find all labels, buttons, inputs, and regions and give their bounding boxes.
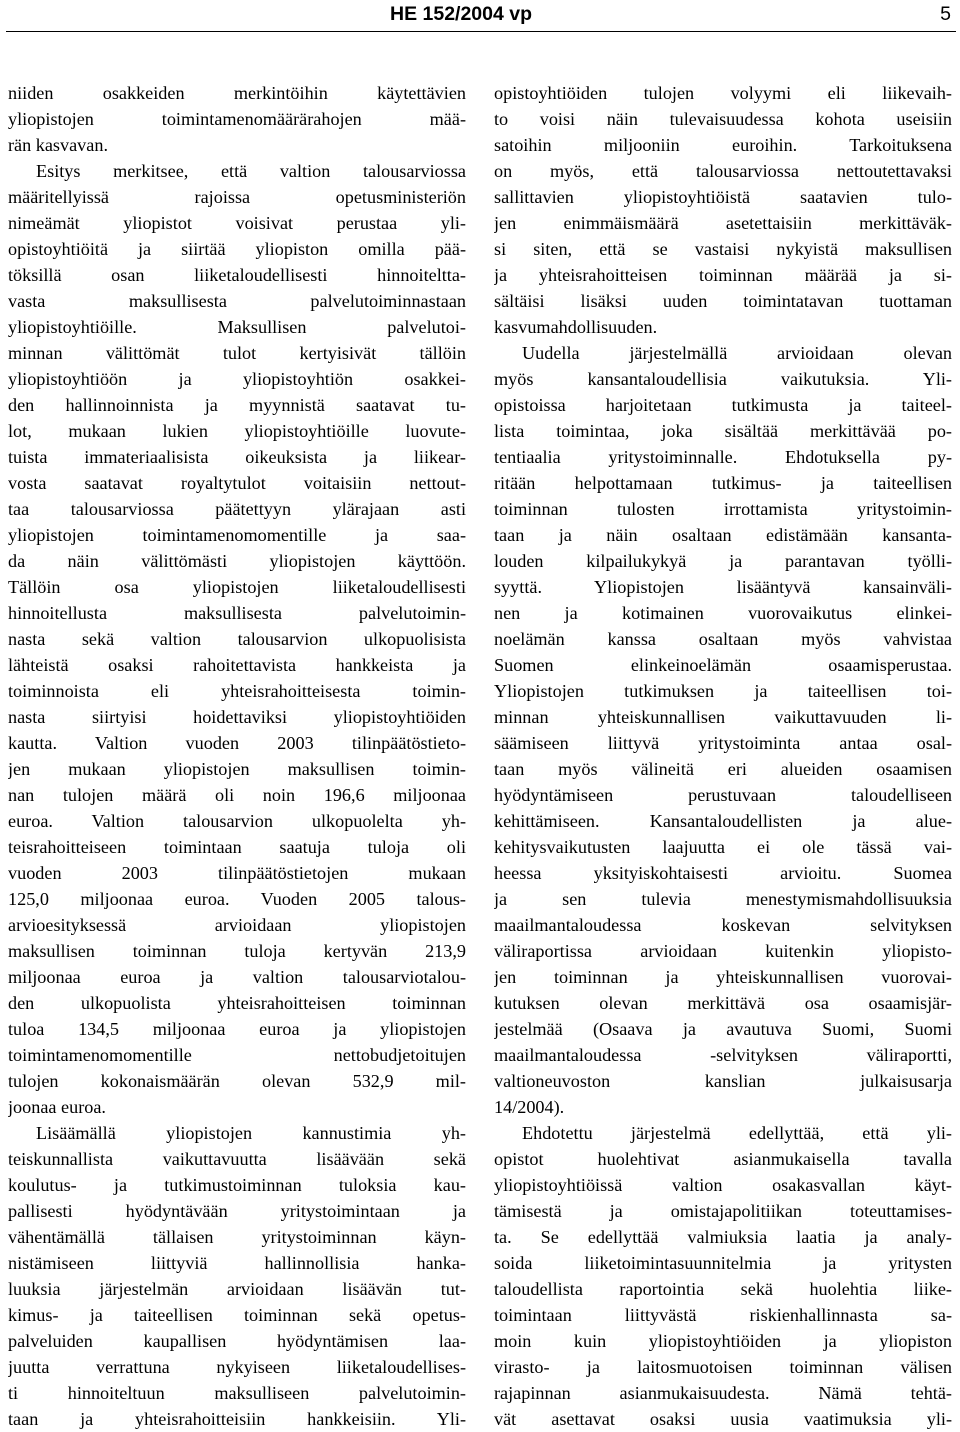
text-line: niiden osakkeiden merkintöihin käytettävien	[8, 83, 466, 103]
text-line: minnan yhteiskunnallisen vaikuttavuuden li-	[494, 707, 952, 727]
text-line: jen mukaan yliopistojen maksullisen toimin-	[8, 759, 466, 779]
right-column	[494, 80, 952, 1432]
text-line: miljoonaa euroa ja valtion talousarviotalou-	[8, 967, 466, 987]
text-line: myös kansantaloudellisia vaikutuksia. Yli-	[494, 369, 952, 389]
text-line: opistoissa harjoitetaan tutkimusta ja taiteel-	[494, 395, 952, 415]
text-line: nan tulojen määrä oli noin 196,6 miljoonaa	[8, 785, 466, 805]
text-line: vähentämällä tällaisen yritystoiminnan käyn-	[8, 1227, 466, 1247]
text-line: taan myös välineitä eri alueiden osaamisen	[494, 759, 952, 779]
text-line: jestelmää (Osaava ja avautuva Suomi, Suomi	[494, 1019, 952, 1039]
text-line: 125,0 miljoonaa euroa. Vuoden 2005 talous-	[8, 889, 466, 909]
text-line: ritään helpottamaan tutkimus- ja taiteellisen	[494, 473, 952, 493]
left-column	[8, 80, 466, 1432]
text-line: hyödyntämiseen perustuvaan taloudelliseen	[494, 785, 952, 805]
text-line: soida liiketoimintasuunnitelmia ja yritysten	[494, 1253, 952, 1273]
text-line: väliraportissa arvioidaan kuitenkin yliopisto-	[494, 941, 952, 961]
text-line: ja sen tulevia menestymismahdollisuuksia	[494, 889, 952, 909]
text-line: virasto- ja laitosmuotoisen toiminnan välisen	[494, 1357, 952, 1377]
text-line: arvioesityksessä arvioidaan yliopistojen	[8, 915, 466, 935]
text-line: louden kilpailukykyä ja parantavan työlli-	[494, 551, 952, 571]
text-line: nasta siirtyisi hoidettaviksi yliopistoyhtiöiden	[8, 707, 466, 727]
text-line: vasta maksullisesta palvelutoiminnastaan	[8, 291, 466, 311]
text-line: teisrahoitteiseen toimintaan saatuja tuloja oli	[8, 837, 466, 857]
text-line: toiminnoista eli yhteisrahoitteisesta toimin-	[8, 681, 466, 701]
text-line: Uudella järjestelmällä arvioidaan olevan	[522, 343, 952, 363]
text-line: yliopistojen toimintamenomäärärahojen mää-	[8, 109, 466, 129]
text-line: yliopistoyhtiöön ja yliopistoyhtiön osakkei-	[8, 369, 466, 389]
text-line: ta. Se edellyttää valmiuksia laatia ja analy-	[494, 1227, 952, 1247]
text-line: vuoden 2003 tilinpäätöstietojen mukaan	[8, 863, 466, 883]
left-column-text	[8, 80, 466, 1432]
text-line: nimeämät yliopistot voisivat perustaa yli-	[8, 213, 466, 233]
text-line: toimintamenomomentille nettobudjetoitujen	[8, 1045, 466, 1065]
text-line: jen toiminnan ja yhteiskunnallisen vuorovai-	[494, 967, 952, 987]
text-line: opistot huolehtivat asianmukaisella tavalla	[494, 1149, 952, 1169]
page-number: 5	[940, 3, 951, 25]
text-line: jen enimmäismäärä asetettaisiin merkittäväk-	[494, 213, 952, 233]
text-line: toiminnan tulosten irrottamista yritystoimin-	[494, 499, 952, 519]
text-line: yliopistoyhtiöille. Maksullisen palvelutoi-	[8, 317, 466, 337]
text-line: ti hinnoiteltuun maksulliseen palvelutoimin-	[8, 1383, 466, 1403]
text-line: euroa. Valtion talousarvion ulkopuolelta yh-	[8, 811, 466, 831]
text-line: moin kuin yliopistoyhtiöiden ja yliopiston	[494, 1331, 952, 1351]
text-line: vät asettavat osaksi uusia vaatimuksia yli-	[494, 1409, 952, 1429]
text-line: Suomen elinkeinoelämän osaamisperustaa.	[494, 655, 952, 675]
text-line: kehittämiseen. Kansantaloudellisten ja alue-	[494, 811, 952, 831]
text-line: maailmantaloudessa -selvityksen väliraportti,	[494, 1045, 952, 1065]
text-line: 14/2004).	[494, 1097, 565, 1117]
text-line: on myös, että talousarviossa nettoutettavaksi	[494, 161, 952, 181]
text-line: syyttä. Yliopistojen lisääntyvä kansainväli-	[494, 577, 952, 597]
text-line: tentiaalia yritystoiminnalle. Ehdotuksella py-	[494, 447, 952, 467]
text-line: joonaa euroa.	[8, 1097, 106, 1117]
right-column-text	[494, 80, 952, 1432]
text-line: valtioneuvoston kanslian julkaisusarja	[494, 1071, 952, 1091]
text-line: opistoyhtiöitä ja siirtää yliopiston omilla pää-	[8, 239, 466, 259]
text-line: nistämiseen liittyviä hallinnollisia hanka-	[8, 1253, 466, 1273]
text-line: pallisesti hyödyntävään yritystoimintaan ja	[8, 1201, 466, 1221]
text-line: noelämän kanssa osaltaan myös vahvistaa	[494, 629, 952, 649]
text-line: tämisestä ja omistajapolitiikan toteuttamises-	[494, 1201, 952, 1221]
text-line: yliopistoyhtiöissä valtion osakasvallan käyt-	[494, 1175, 952, 1195]
text-line: toimintaan liittyvästä riskienhallinnasta sa-	[494, 1305, 952, 1325]
text-line: rän kasvavan.	[8, 135, 108, 155]
text-line: määritellyissä rajoissa opetusministeriön	[8, 187, 466, 207]
text-line: luuksia järjestelmän arvioidaan lisäävän tut-	[8, 1279, 466, 1299]
page-header	[0, 0, 960, 30]
header-rule	[6, 31, 956, 32]
text-line: hinnoitellusta maksullisesta palvelutoimin-	[8, 603, 466, 623]
text-line: taan ja näin osaltaan edistämään kansanta-	[494, 525, 952, 545]
text-line: tuista immateriaalisista oikeuksista ja liikear-	[8, 447, 466, 467]
text-line: Lisäämällä yliopistojen kannustimia yh-	[36, 1123, 466, 1143]
text-line: kasvumahdollisuuden.	[494, 317, 658, 337]
text-line: lähteistä osaksi rahoitettavista hankkeista ja	[8, 655, 466, 675]
text-line: si siten, että se vastaisi nykyistä maksullisen	[494, 239, 952, 259]
text-line: den ulkopuolista yhteisrahoitteisen toiminnan	[8, 993, 466, 1013]
text-line: taan ja yhteisrahoitteisiin hankkeisiin. Yli-	[8, 1409, 466, 1429]
text-line: heessa yksityiskohtaisesti arvioitu. Suomea	[494, 863, 952, 883]
text-line: kutuksen olevan merkittävä osa osaamisjär-	[494, 993, 952, 1013]
text-line: satoihin miljooniin euroihin. Tarkoituksena	[494, 135, 952, 155]
text-line: taloudellista raportointia sekä huolehtia liike-	[494, 1279, 952, 1299]
text-line: minnan välittömät tulot kertyisivät tällöin	[8, 343, 466, 363]
text-line: maksullisen toiminnan tuloja kertyvän 213,9	[8, 941, 466, 961]
text-line: vosta saatavat royaltytulot voitaisiin nettout-	[8, 473, 466, 493]
text-line: opistoyhtiöiden tulojen volyymi eli liikevaih-	[494, 83, 952, 103]
text-line: yliopistojen toimintamenomomentille ja saa-	[8, 525, 466, 545]
text-line: maailmantaloudessa koskevan selvityksen	[494, 915, 952, 935]
text-line: juutta verrattuna nykyiseen liiketaloudellises-	[8, 1357, 466, 1377]
text-line: palveluiden kaupallisen hyödyntämisen laa-	[8, 1331, 466, 1351]
text-line: tulojen kokonaismäärän olevan 532,9 mil-	[8, 1071, 466, 1091]
text-line: säämiseen liittyvä yritystoiminta antaa osal-	[494, 733, 952, 753]
text-line: rajapinnan asianmukaisuudesta. Nämä tehtä-	[494, 1383, 952, 1403]
text-line: sältäisi lisäksi uuden toimintatavan tuottaman	[494, 291, 952, 311]
text-line: Esitys merkitsee, että valtion talousarviossa	[36, 161, 466, 181]
text-line: to voisi näin tulevaisuudessa kohota useisiin	[494, 109, 952, 129]
text-line: da näin välittömästi yliopistojen käyttöön.	[8, 551, 466, 571]
text-line: lot, mukaan lukien yliopistoyhtiöille luovute-	[8, 421, 466, 441]
text-line: kimus- ja taiteellisen toiminnan sekä opetus-	[8, 1305, 466, 1325]
text-line: Tällöin osa yliopistojen liiketaloudellisesti	[8, 577, 466, 597]
text-line: lista toimintaa, joka sisältää merkittävää po-	[494, 421, 952, 441]
text-line: taa talousarviossa päätettyyn ylärajaan asti	[8, 499, 466, 519]
text-line: den hallinnoinnista ja myynnistä saatavat tu-	[8, 395, 466, 415]
text-line: nen ja kotimainen vuorovaikutus elinkei-	[494, 603, 952, 623]
text-line: ja yhteisrahoitteisen toiminnan määrää ja si-	[494, 265, 952, 285]
text-line: sallittavien yliopistoyhtiöistä saatavien tulo-	[494, 187, 952, 207]
text-line: kautta. Valtion vuoden 2003 tilinpäätöstieto-	[8, 733, 466, 753]
text-line: koulutus- ja tutkimustoiminnan tuloksia kau-	[8, 1175, 466, 1195]
text-line: teiskunnallista vaikuttavuutta lisäävään sekä	[8, 1149, 466, 1169]
document-id: HE 152/2004 vp	[390, 3, 533, 25]
text-line: nasta sekä valtion talousarvion ulkopuolisista	[8, 629, 466, 649]
text-line: Ehdotettu järjestelmä edellyttää, että yli-	[522, 1123, 952, 1143]
text-line: Yliopistojen tutkimuksen ja taiteellisen toi-	[494, 681, 952, 701]
text-line: tuloa 134,5 miljoonaa euroa ja yliopistojen	[8, 1019, 466, 1039]
text-line: töksillä osan liiketaloudellisesti hinnoiteltta-	[8, 265, 466, 285]
text-line: kehitysvaikutusten laajuutta ei ole tässä vai-	[494, 837, 952, 857]
